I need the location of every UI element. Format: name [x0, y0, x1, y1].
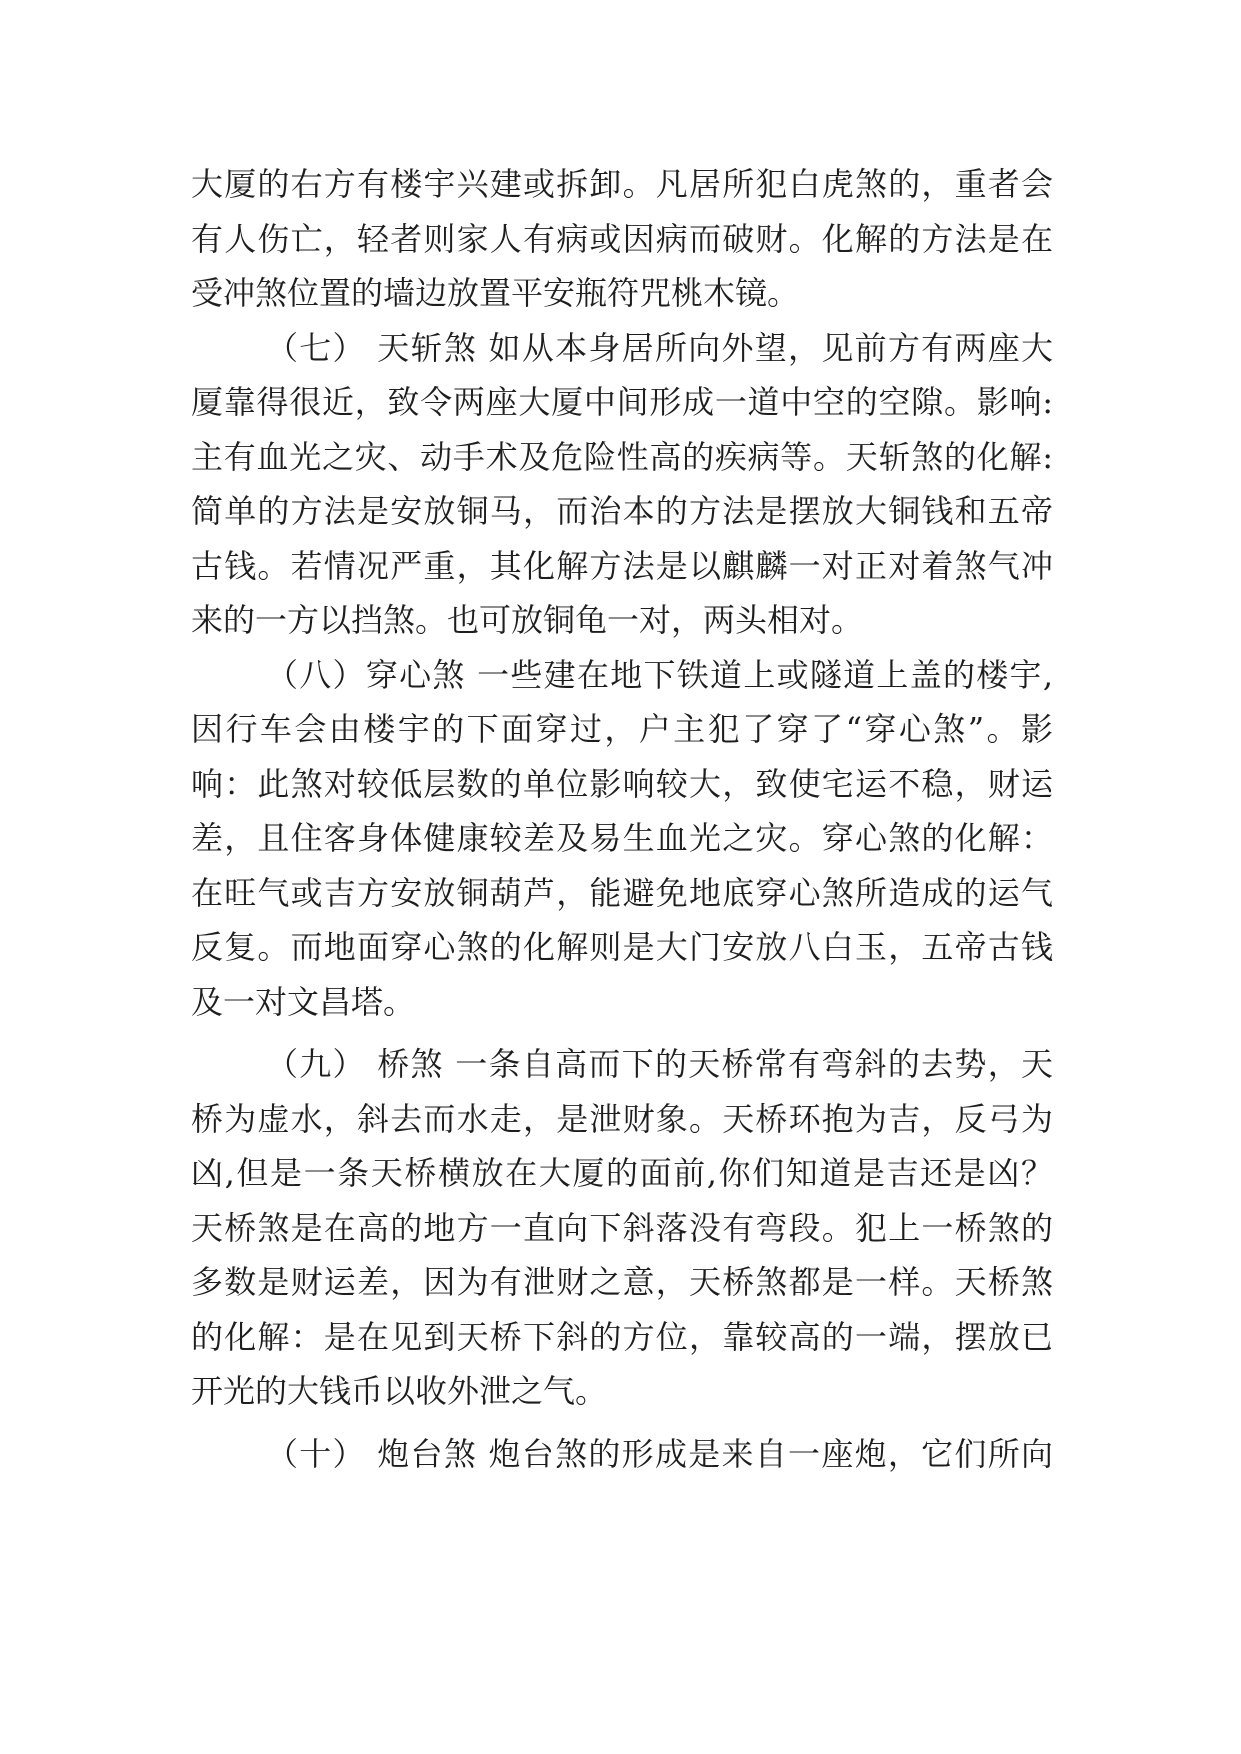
- paragraph-tian-zhan-sha: [191, 321, 1053, 648]
- paragraph-pao-tai-sha: [191, 1427, 1053, 1482]
- paragraph-spacer: [191, 1419, 1053, 1427]
- text-line: 桥为虚水，斜去而水走，是泄财象。天桥环抱为吉，反弓为: [191, 1099, 1053, 1138]
- text-line: 开光的大钱币以收外泄之气。: [191, 1372, 608, 1410]
- text-line: 主有血光之灾、动手术及危险性高的疾病等。天斩煞的化解:: [191, 437, 1053, 476]
- text-line: 天桥煞是在高的地方一直向下斜落没有弯段。犯上一桥煞的: [191, 1208, 1053, 1247]
- text-line: 因行车会由楼宇的下面穿过，户主犯了穿了“穿心煞”。影: [191, 710, 1053, 748]
- text-line: 多数是财运差，因为有泄财之意，天桥煞都是一样。天桥煞: [191, 1263, 1053, 1301]
- text-line: 古钱。若情况严重，其化解方法是以麒麟一对正对着煞气冲: [191, 546, 1053, 585]
- paragraph-heading-line: （七） 天斩煞 如从本身居所向外望，见前方有两座大: [266, 328, 1053, 367]
- paragraph-bai-hu-sha-continued: [191, 157, 1053, 321]
- paragraph-qiao-sha: [191, 1037, 1053, 1419]
- text-line: 来的一方以挡煞。也可放铜龟一对，两头相对。: [191, 601, 864, 639]
- text-line: 响：此煞对较低层数的单位影响较大，致使宅运不稳，财运: [191, 764, 1053, 803]
- paragraph-heading-line: （九） 桥煞 一条自高而下的天桥常有弯斜的去势，天: [266, 1045, 1053, 1083]
- text-line: 简单的方法是安放铜马，而治本的方法是摆放大铜钱和五帝: [191, 492, 1053, 530]
- text-line: 有人伤亡，轻者则家人有病或因病而破财。化解的方法是在: [191, 219, 1053, 258]
- text-line: 在旺气或吉方安放铜葫芦，能避免地底穿心煞所造成的运气: [191, 873, 1053, 912]
- text-line: 差，且住客身体健康较差及易生血光之灾。穿心煞的化解：: [191, 819, 1053, 857]
- text-line: 的化解：是在见到天桥下斜的方位，靠较高的一端，摆放已: [191, 1317, 1053, 1356]
- text-line: 受冲煞位置的墙边放置平安瓶符咒桃木镜。: [191, 274, 800, 312]
- body-text: [191, 157, 1053, 1481]
- paragraph-spacer: [191, 1029, 1053, 1037]
- text-line: 厦靠得很近，致令两座大厦中间形成一道中空的空隙。影响:: [191, 383, 1053, 421]
- text-line: 大厦的右方有楼宇兴建或拆卸。凡居所犯白虎煞的，重者会: [191, 165, 1053, 203]
- text-line: 反复。而地面穿心煞的化解则是大门安放八白玉，五帝古钱: [191, 928, 1053, 966]
- text-line: 凶,但是一条天桥横放在大厦的面前,你们知道是吉还是凶？: [191, 1154, 1053, 1192]
- paragraph-chuan-xin-sha: [191, 648, 1053, 1030]
- paragraph-heading-line: （十） 炮台煞 炮台煞的形成是来自一座炮，它们所向: [266, 1434, 1053, 1473]
- paragraph-heading-line: （八）穿心煞 一些建在地下铁道上或隧道上盖的楼宇,: [266, 655, 1053, 694]
- text-line: 及一对文昌塔。: [191, 982, 416, 1021]
